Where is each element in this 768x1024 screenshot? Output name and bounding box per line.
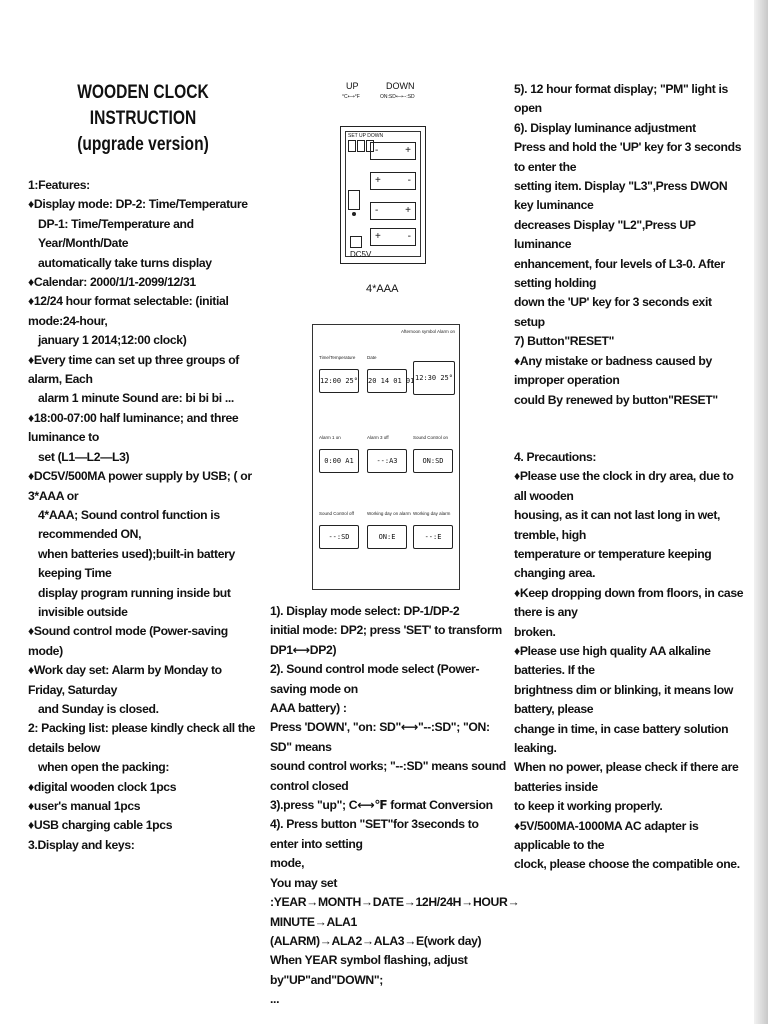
left-paragraph: ♦Sound control mode (Power-saving mode) — [28, 624, 228, 658]
right-paragraph: to keep it working properly. — [514, 799, 663, 814]
dc-label: DC5V — [350, 250, 372, 259]
right-paragraph: When no power, please check if there are batteries inside — [514, 760, 739, 794]
paragraph-spacer — [514, 429, 744, 448]
title-line-2: (upgrade version) — [77, 134, 209, 155]
right-paragraph: 6). Display luminance adjustment — [514, 120, 696, 135]
right-paragraph: ♦Any mistake or badness caused by improper operation — [514, 353, 712, 388]
left-paragraph: january 1 2014;12:00 clock) — [38, 333, 187, 348]
middle-paragraphs — [270, 602, 520, 1010]
lcd-display: 12:30 25° — [413, 361, 455, 395]
battery-plus: + — [405, 205, 411, 216]
modes-header: Afternoon symbol Alarm on — [401, 329, 456, 334]
right-paragraph: clock, please choose the compatible one. — [514, 857, 740, 872]
left-paragraph: 1:Features: — [28, 178, 90, 192]
middle-paragraph: ... — [270, 992, 280, 1007]
left-paragraph: ♦Display mode: DP-2: Time/Temperature — [28, 197, 248, 212]
document-title — [49, 80, 238, 158]
battery-plus: + — [375, 231, 381, 242]
battery-plus: + — [405, 145, 411, 156]
left-paragraph: display program running inside but invisible outside — [38, 585, 231, 619]
right-paragraph: could By renewed by button"RESET" — [514, 392, 718, 407]
left-paragraph: ♦USB charging cable 1pcs — [28, 818, 173, 833]
mode-cell-title: Sound Control on — [413, 435, 449, 440]
middle-paragraph: You may set :YEAR→MONTH→DATE→12H/24H→HOUR→ — [270, 875, 520, 910]
mode-cell-title: Working day alarm — [413, 511, 451, 516]
middle-paragraph: When YEAR symbol flashing, adjust by"UP"and"DOWN"; — [270, 953, 468, 987]
title-line-1: WOODEN CLOCK INSTRUCTION — [77, 82, 209, 129]
lcd-display: --:SD — [319, 525, 359, 549]
middle-paragraph: MINUTE→ALA1 (ALARM)→ALA2→ALA3→E(work day) — [270, 914, 482, 948]
lcd-display: 0:00 A1 — [319, 449, 359, 473]
left-paragraph: ♦DC5V/500MA power supply by USB; ( or 3*AAA or — [28, 469, 252, 503]
keys-top-labels: SET UP DOWN — [348, 133, 384, 139]
set-key — [348, 140, 356, 152]
middle-paragraph: mode, — [270, 856, 305, 871]
lcd-display: --:A3 — [367, 449, 407, 473]
middle-column — [266, 80, 520, 1007]
mode-cell-title: Date — [367, 355, 377, 360]
battery-compartment — [345, 131, 421, 257]
left-paragraph: set (L1—L2—L3) — [38, 449, 130, 464]
left-paragraph: when batteries used);built-in battery keeping Time — [38, 546, 235, 581]
middle-paragraph: 1). Display mode select: DP-1/DP-2 — [270, 604, 460, 618]
left-paragraph: ♦digital wooden clock 1pcs — [28, 779, 177, 794]
left-paragraphs — [28, 176, 258, 855]
middle-paragraph: Press 'DOWN', "on: SD"⟷"--:SD"; "ON: SD" means — [270, 720, 490, 754]
left-paragraph: 3.Display and keys: — [28, 837, 135, 852]
middle-paragraph: sound control works; "--:SD" means sound control closed — [270, 759, 506, 793]
lcd-display: 20 14 01 01 — [367, 369, 407, 393]
left-paragraph: ♦Work day set: Alarm by Monday to Friday, Saturday — [28, 663, 222, 697]
lcd-display: ON:SD — [413, 449, 453, 473]
battery-slot-1 — [370, 142, 416, 160]
left-paragraph: ♦18:00-07:00 half luminance; and three luminance to — [28, 410, 239, 445]
left-paragraph: when open the packing: — [38, 760, 170, 775]
right-paragraph: change in time, in case battery solution leaking. — [514, 721, 729, 755]
left-paragraph: ♦Calendar: 2000/1/1-2099/12/31 — [28, 275, 196, 290]
right-paragraph: 5). 12 hour format display; "PM" light is open — [514, 82, 728, 116]
right-paragraph: brightness dim or blinking, it means low battery, please — [514, 682, 733, 717]
right-paragraph: down the 'UP' key for 3 seconds exit setup — [514, 295, 712, 329]
right-paragraph: 7) Button"RESET" — [514, 334, 615, 349]
left-paragraph: and Sunday is closed. — [38, 701, 159, 716]
middle-paragraph: 4). Press button "SET"for 3seconds to enter into setting — [270, 817, 479, 851]
right-paragraph: ♦Please use the clock in dry area, due to all wooden — [514, 469, 734, 503]
battery-minus: - — [375, 145, 379, 156]
mode-cell-title: Sound Control off — [319, 511, 354, 516]
left-paragraph: ♦Every time can set up three groups of alarm, Each — [28, 352, 239, 387]
up-key-sublabel: °C⟷°F — [342, 94, 360, 100]
left-paragraph: DP-1: Time/Temperature and Year/Month/Date — [38, 216, 194, 251]
down-key-label: DOWN — [386, 81, 415, 91]
mode-cell-title: Working day on alarm — [367, 511, 411, 516]
left-paragraph: ♦user's manual 1pcs — [28, 799, 141, 813]
sound-sensor — [348, 190, 360, 210]
right-paragraph: broken. — [514, 624, 556, 639]
display-modes-diagram — [312, 324, 460, 590]
battery-plus: + — [375, 175, 381, 186]
left-paragraph: automatically take turns display — [38, 255, 212, 270]
right-paragraph: housing, as it can not last long in wet, tremble, high — [514, 508, 721, 542]
paragraph-spacer — [514, 410, 744, 429]
mode-cell-title: Alarm 1 on — [319, 435, 341, 440]
lcd-display: --:E — [413, 525, 453, 549]
usb-port-icon — [350, 236, 362, 248]
right-paragraph: decreases Display "L2",Press UP luminance — [514, 217, 696, 252]
battery-minus: - — [407, 231, 411, 242]
page-edge-shadow — [754, 0, 768, 1024]
right-paragraph: 4. Precautions: — [514, 449, 597, 464]
right-column — [514, 80, 744, 875]
middle-paragraph: initial mode: DP2; press 'SET' to transform DP1⟷DP2) — [270, 623, 502, 657]
lcd-display: ON:E — [367, 525, 407, 549]
clock-back-panel — [340, 126, 426, 264]
right-paragraph: ♦5V/500MA-1000MA AC adapter is applicable to the — [514, 818, 699, 853]
mode-cell-title: Alarm 3 off — [367, 435, 389, 440]
left-column — [28, 80, 258, 855]
right-paragraph: setting item. Display "L3",Press DWON key luminance — [514, 179, 728, 213]
left-paragraph: 2: Packing list: please kindly check all the details below — [28, 721, 256, 755]
right-paragraph: temperature or temperature keeping changing area. — [514, 546, 712, 581]
left-paragraph: 4*AAA; Sound control function is recommended ON, — [38, 507, 220, 542]
mode-cell-title: Time/Temperature — [319, 355, 356, 360]
down-key-sublabel: ON:SD⟷--:SD — [380, 94, 415, 100]
right-paragraph: ♦Keep dropping down from floors, in case there is any — [514, 585, 744, 620]
right-paragraph: Press and hold the 'UP' key for 3 seconds to enter the — [514, 140, 742, 174]
right-paragraph: enhancement, four levels of L3-0. After setting holding — [514, 256, 725, 291]
up-key — [357, 140, 365, 152]
lcd-display: 12:00 25° — [319, 369, 359, 393]
left-paragraph: alarm 1 minute Sound are: bi bi bi ... — [38, 391, 234, 406]
right-paragraph: ♦Please use high quality AA alkaline batteries. If the — [514, 643, 711, 678]
up-key-label: UP — [346, 81, 359, 91]
battery-caption: 4*AAA — [366, 283, 399, 295]
middle-paragraph: AAA battery) : — [270, 701, 347, 716]
left-paragraph: ♦12/24 hour format selectable: (initial mode:24-hour, — [28, 294, 229, 328]
battery-slot-3 — [370, 202, 416, 220]
reset-hole — [352, 212, 356, 216]
middle-paragraph: 3).press "up"; C⟷℉ format Conversion — [270, 798, 493, 813]
battery-minus: - — [407, 175, 411, 186]
battery-slot-4 — [370, 228, 416, 246]
battery-slot-2 — [370, 172, 416, 190]
middle-paragraph: 2). Sound control mode select (Power-saving mode on — [270, 662, 480, 696]
battery-minus: - — [375, 205, 379, 216]
keys-labels — [340, 80, 440, 106]
